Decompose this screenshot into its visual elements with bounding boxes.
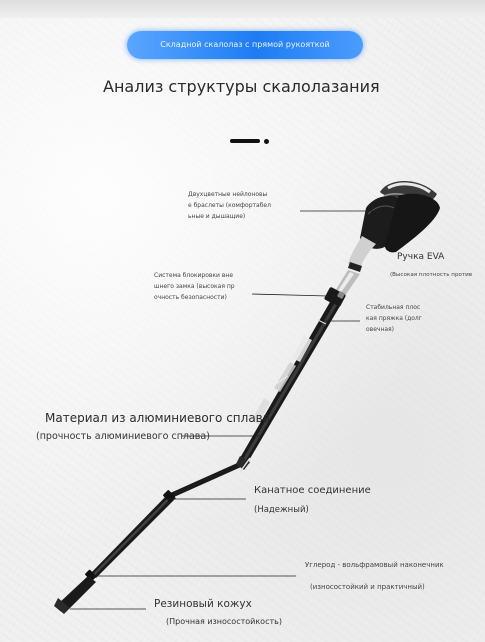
callout-lock-line-1: Система блокировки вне	[154, 272, 234, 279]
callout-tip-note: (износостойкий и практичный)	[310, 583, 425, 591]
callout-cable-note: (Надежный)	[254, 505, 309, 515]
leader-lock	[252, 294, 328, 296]
callout-lock-line-2: шнего замка (высокая пр	[154, 283, 235, 290]
callout-wrist-line-2: е браслеты (комфортабел	[188, 202, 271, 209]
callout-rubber-label: Резиновый кожух	[154, 598, 252, 610]
header-pill-text: Складной скалолаз с прямой рукояткой	[160, 40, 330, 49]
callout-eva-note: (Высокая плотность против	[390, 272, 473, 278]
page-title: Анализ структуры скалолазания	[103, 77, 380, 96]
callout-eva-label: Ручка EVA	[397, 252, 445, 262]
callout-buckle-line-1: Стабильная плос	[366, 304, 421, 311]
callout-lock-system	[154, 270, 235, 303]
callout-rubber-note: (Прочная износостойкость)	[166, 617, 282, 626]
callout-aluminium-note: (прочность алюминиевого сплава)	[36, 431, 210, 442]
callout-buckle-line-2: кая пряжка (долг	[366, 315, 422, 322]
rubber-tip-icon	[54, 576, 96, 614]
callout-tip-label: Углерод - вольфрамовый наконечник	[305, 561, 444, 569]
callout-wrist-strap	[188, 189, 271, 222]
callout-wrist-line-3: ьные и дышащие)	[188, 213, 246, 220]
callout-lock-line-3: очность безопасности)	[154, 294, 227, 301]
callout-aluminium-label: Материал из алюминиевого сплава	[45, 411, 271, 425]
callout-cable-label: Канатное соединение	[254, 485, 371, 496]
callout-buckle-line-3: овечная)	[366, 326, 394, 333]
callout-wrist-line-1: Двухцветные нейлоновы	[188, 191, 268, 198]
callout-flat-buckle	[366, 302, 422, 335]
